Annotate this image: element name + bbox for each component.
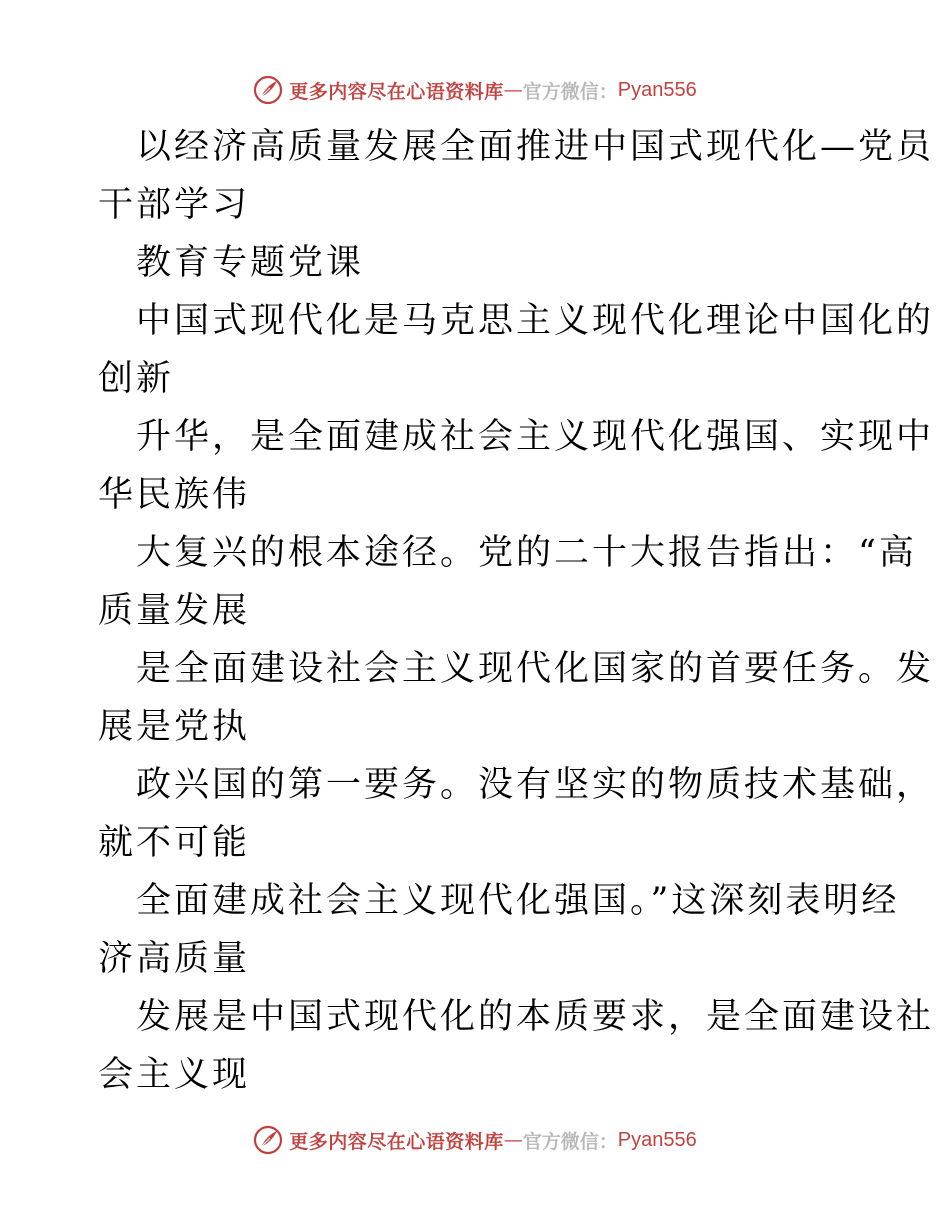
watermark-wechat-id: Pyan556 (617, 1128, 697, 1151)
text-line: 大复兴的根本途径。党的二十大报告指出：“高 (136, 533, 917, 573)
text-line: 是全面建设社会主义现代化国家的首要任务。发 (136, 649, 935, 689)
feather-pen-logo-icon (253, 1125, 283, 1155)
document-body (98, 118, 935, 1104)
text-line: 就不可能 (98, 823, 251, 863)
text-line: 济高质量 (98, 939, 251, 979)
text-line: 创新 (98, 359, 175, 399)
watermark-brand-text: 更多内容尽在心语资料库 (289, 80, 504, 103)
watermark-separator: — (503, 79, 523, 101)
text-line: 发展是中国式现代化的本质要求，是全面建设社 (136, 997, 935, 1037)
text-line: 质量发展 (98, 591, 251, 631)
watermark-wechat-id: Pyan556 (617, 78, 697, 101)
text-line: 以经济高质量发展全面推进中国式现代化—党员 (136, 127, 935, 167)
text-line: 升华，是全面建成社会主义现代化强国、实现中 (136, 417, 935, 457)
watermark-official-label: 官方微信： (522, 80, 618, 103)
text-line: 政兴国的第一要务。没有坚实的物质技术基础， (136, 765, 935, 805)
watermark-brand-text: 更多内容尽在心语资料库 (289, 1130, 504, 1153)
watermark-separator: — (503, 1129, 523, 1151)
text-line: 教育专题党课 (136, 243, 365, 283)
text-line: 华民族伟 (98, 475, 251, 515)
text-line: 全面建成社会主义现代化强国。”这深刻表明经 (136, 881, 900, 921)
text-line: 中国式现代化是马克思主义现代化理论中国化的 (136, 301, 935, 341)
text-line: 展是党执 (98, 707, 251, 747)
footer-watermark (0, 1120, 950, 1160)
watermark-official-label: 官方微信： (522, 1130, 618, 1153)
feather-pen-logo-icon (253, 75, 283, 105)
text-line: 会主义现 (98, 1055, 251, 1095)
header-watermark (0, 70, 950, 110)
text-line: 干部学习 (98, 185, 251, 225)
